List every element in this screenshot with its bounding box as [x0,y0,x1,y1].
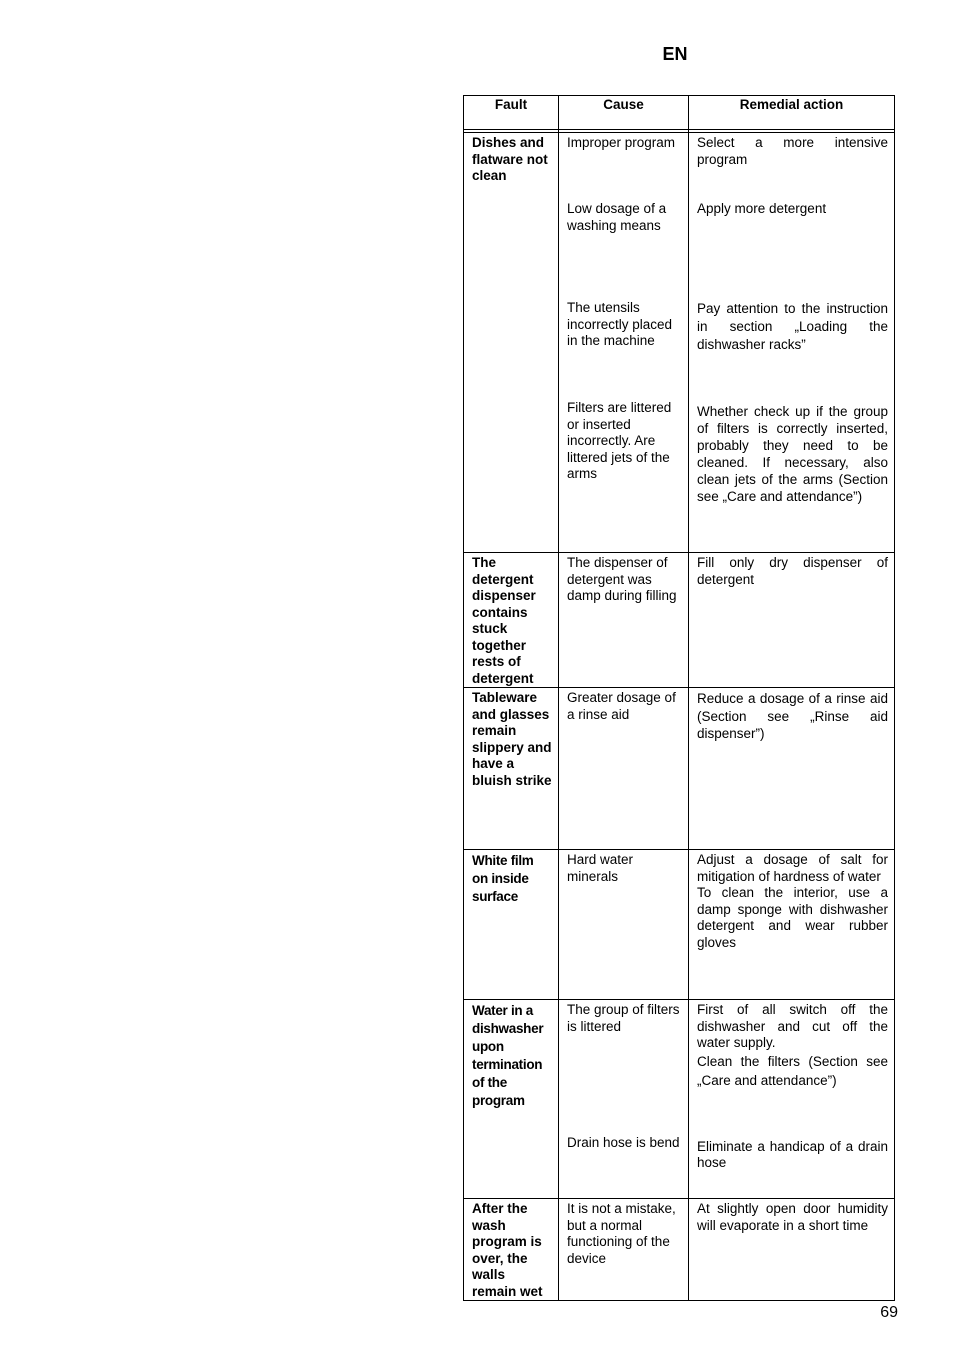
cause-cell [559,850,689,1000]
remedy-cell [689,133,895,553]
cause-text: Hard water minerals [567,852,634,884]
table-row [464,1199,895,1301]
remedy-text: Fill only dry dispenser of detergent [697,555,888,587]
cause-text: Drain hose is bend [567,1135,680,1150]
cause-cell [559,688,689,850]
column-header-cause: Cause [559,96,689,130]
fault-text: Tableware and glasses remain slippery and have a bluish strike [472,690,552,788]
remedy-text: Eliminate a handicap of a drain hose [697,1138,888,1170]
page-number: 69 [880,1304,898,1321]
remedy-text: First of all switch off the dishwasher and cut off the water supply. [697,1002,888,1050]
table-row [464,553,895,688]
remedy-cell [689,1199,895,1301]
fault-text: Water in a dishwasher upon termination of the program [472,1003,544,1108]
fault-text: After the wash program is over, the walls remain wet [472,1201,543,1299]
fault-cell [464,688,559,850]
cause-text: Greater dosage of a rinse aid [567,690,676,722]
column-header-fault: Fault [464,96,559,130]
remedy-text: Whether check up if the group of filters is correctly inserted, probably they need to be cleaned. If necessary, also clean jets of the arms (Section see „Care and attendance”) [697,404,888,504]
remedy-text: Apply more detergent [697,201,827,216]
cause-cell [559,133,689,553]
fault-cell [464,850,559,1000]
cause-text: Low dosage of a washing means [567,201,667,233]
remedy-cell [689,553,895,688]
cause-text: The dispenser of detergent was damp during filling [567,555,677,603]
table-row [464,133,895,553]
remedy-cell [689,1000,895,1199]
table-row [464,850,895,1000]
column-header-remedy: Remedial action [689,96,895,130]
remedy-text: At slightly open door humidity will evaporate in a short time [697,1201,888,1233]
cause-text: The group of filters is littered [567,1002,680,1034]
fault-cell [464,133,559,553]
remedy-cell [689,688,895,850]
fault-cell [464,1199,559,1301]
remedy-text: Clean the filters (Section see „Care and attendance”) [697,1053,888,1088]
remedy-text: Pay attention to the instruction in section „Loading the dishwasher racks” [697,301,888,352]
table-row [464,1000,895,1199]
remedy-text: Adjust a dosage of salt for mitigation of hardness of water [697,852,888,884]
table-row [464,688,895,850]
remedy-text: Select a more intensive program [697,135,888,167]
fault-text: White film on inside surface [472,853,534,904]
remedy-text: Reduce a dosage of a rinse aid (Section see „Rinse aid dispenser”) [697,691,888,741]
cause-text: Improper program [567,135,676,150]
cause-text: The utensils incorrectly placed in the machine [567,300,673,348]
cause-text: Filters are littered or inserted incorrectly. Are littered jets of the arms [567,400,672,481]
troubleshooting-table [463,95,895,1301]
cause-cell [559,1000,689,1199]
remedy-cell [689,850,895,1000]
remedy-text: To clean the interior, use a damp sponge with dishwasher detergent and wear rubber gloves [697,885,888,950]
fault-text: Dishes and flatware not clean [472,135,548,183]
fault-cell [464,553,559,688]
fault-text: The detergent dispenser contains stuck together rests of detergent [472,555,536,686]
cause-cell [559,553,689,688]
cause-text: It is not a mistake, but a normal functioning of the device [567,1201,676,1266]
table-header-row [464,96,895,130]
fault-cell [464,1000,559,1199]
language-code: EN [662,44,688,64]
cause-cell [559,1199,689,1301]
